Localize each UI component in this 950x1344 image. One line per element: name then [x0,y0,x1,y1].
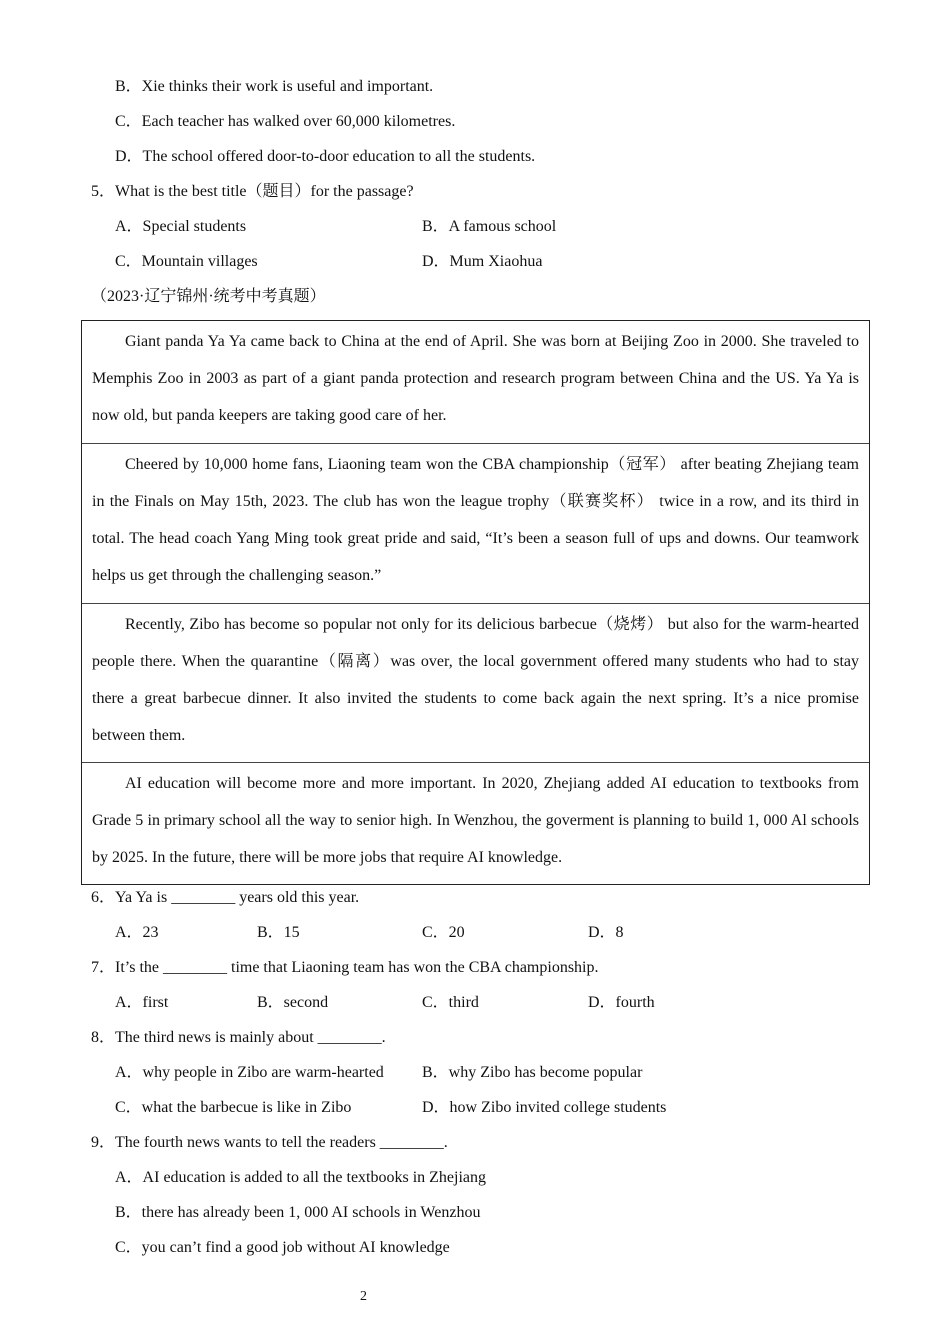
q6-option-b: B．15 [257,924,300,941]
q7-option-d: D．fourth [588,994,655,1011]
source-label: （2023·辽宁锦州·统考中考真题） [91,288,326,305]
q5-option-c: C．Mountain villages [115,253,258,270]
q9-option-a: A．AI education is added to all the textbooks in Zhejiang [115,1169,487,1186]
passage-2: Cheered by 10,000 home fans, Liaoning team won the CBA championship（冠军） after beating Zhejiang team in the Finals on May 15th, 2023. The club has won the league trophy（联赛奖杯） twice in a row, and its third in total. The head coach Yang Ming took great pride and said, “It’s been a season full of ups and downs. Our teamwork helps us get through the challenging season.” [82,444,869,604]
q7-option-c: C．third [422,994,479,1011]
q7-option-a: A．first [115,994,169,1011]
page-number: 2 [360,1289,367,1304]
q6-option-d: D．8 [588,924,624,941]
q6-stem: 6．Ya Ya is ________ years old this year. [91,889,360,906]
passage-4: AI education will become more and more important. In 2020, Zhejiang added AI education to textbooks from Grade 5 in primary school all the way to senior high. In Wenzhou, the goverment is planning to build 1, 000 Al schools by 2025. In the future, there will be more jobs that require AI knowledge. [92,775,859,866]
passage-3: Recently, Zibo has become so popular not only for its delicious barbecue（烧烤） but also for the warm-hearted people there. When the quarantine（隔离）was over, the local government offered many students who had to stay there a great barbecue dinner. It also invited the students to come back again the next spring. It’s a nice promise between them. [82,604,869,763]
q5-option-b: B．A famous school [422,218,557,235]
q4-option-c: C．Each teacher has walked over 60,000 kilometres. [115,113,456,130]
q8-option-c: C．what the barbecue is like in Zibo [115,1099,352,1116]
q8-option-d: D．how Zibo invited college students [422,1099,667,1116]
q9-option-c: C．you can’t find a good job without AI knowledge [115,1239,450,1256]
q8-option-a: A．why people in Zibo are warm-hearted [115,1064,384,1081]
q9-option-b: B．there has already been 1, 000 AI schools in Wenzhou [115,1204,481,1221]
q6-option-c: C．20 [422,924,465,941]
q5-stem: 5．What is the best title（题目）for the passage? [91,183,414,200]
q4-option-b: B．Xie thinks their work is useful and important. [115,78,434,95]
news-passages-box [81,320,870,885]
passage-1: Giant panda Ya Ya came back to China at the end of April. She was born at Beijing Zoo in 2000. She traveled to Memphis Zoo in 2003 as part of a giant panda protection and research program between China and the US. Ya Ya is now old, but panda keepers are taking good care of her. [82,321,869,444]
q9-stem: 9．The fourth news wants to tell the readers ________. [91,1134,448,1151]
q4-option-d: D．The school offered door-to-door education to all the students. [115,148,536,165]
q5-option-a: A．Special students [115,218,247,235]
q7-stem: 7．It’s the ________ time that Liaoning team has won the CBA championship. [91,959,599,976]
q7-option-b: B．second [257,994,329,1011]
q8-option-b: B．why Zibo has become popular [422,1064,643,1081]
q8-stem: 8．The third news is mainly about ________. [91,1029,386,1046]
q6-option-a: A．23 [115,924,159,941]
q5-option-d: D．Mum Xiaohua [422,253,543,270]
